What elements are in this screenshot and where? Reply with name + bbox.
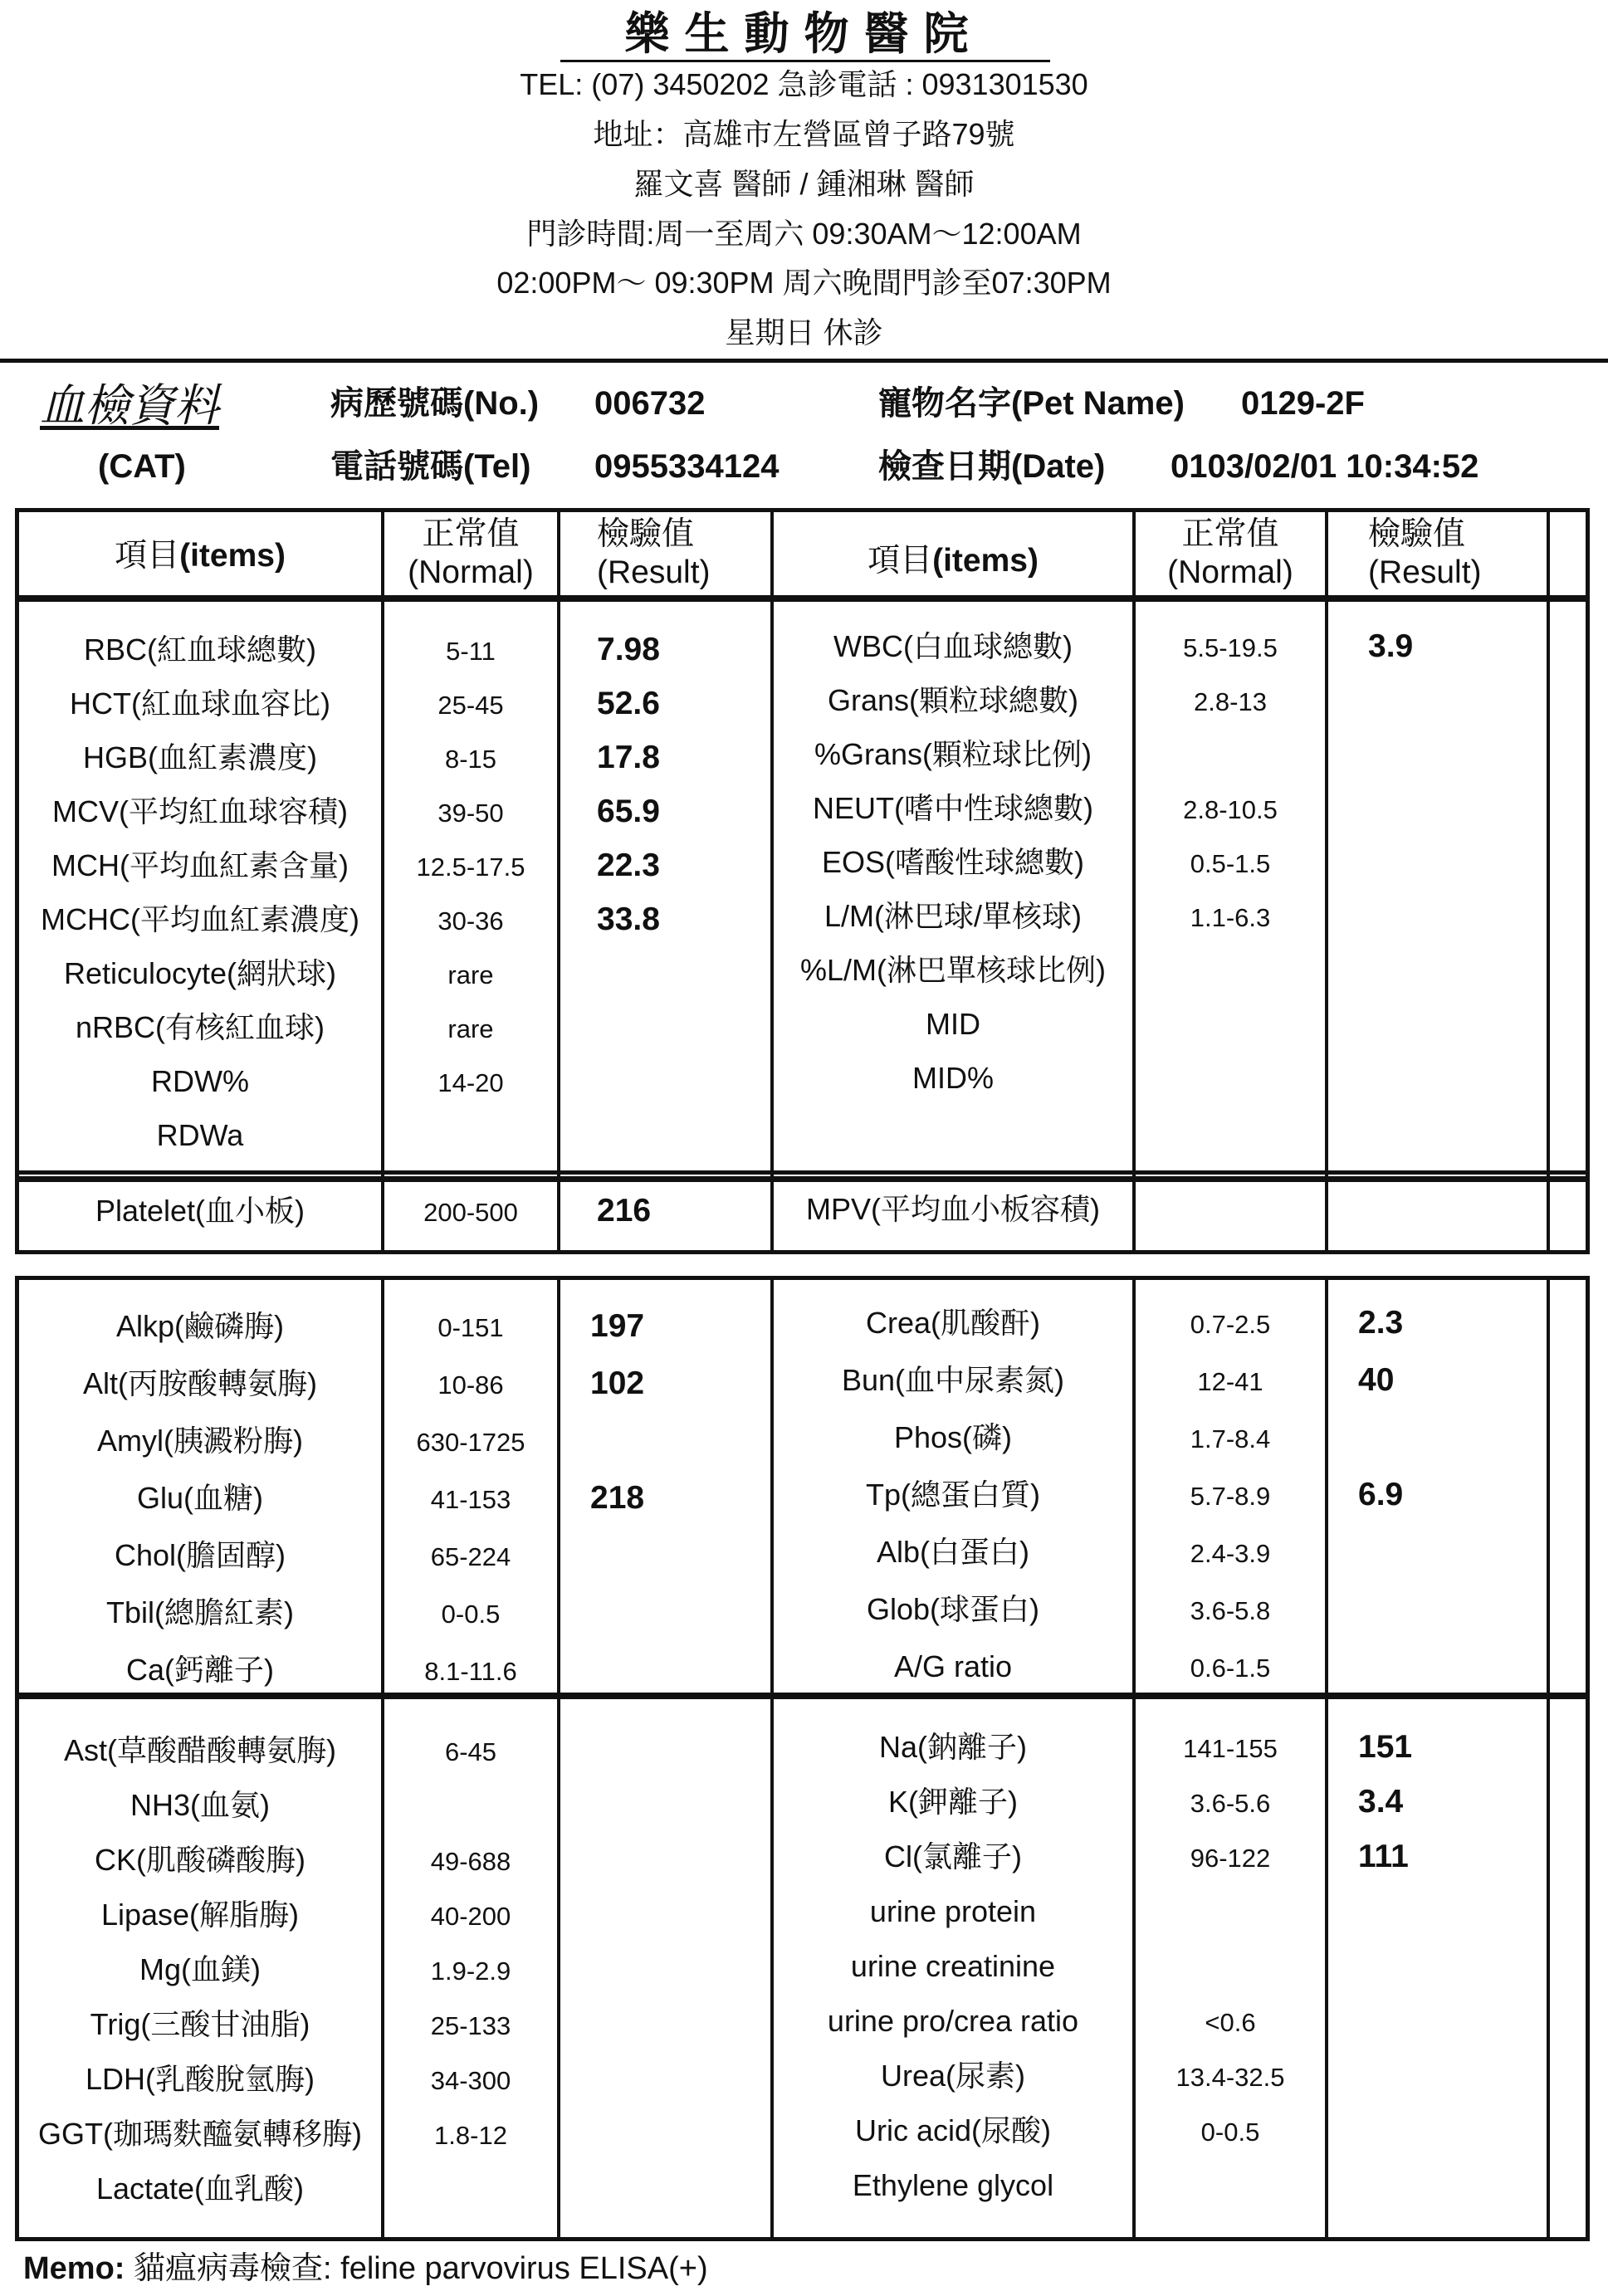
tel-value: 0955334124: [594, 448, 780, 485]
normal-range: 40-200: [430, 1902, 511, 1931]
normal-range: 200-500: [423, 1198, 518, 1227]
clinic-address: 地址：高雄市左營區曾子路79號: [593, 117, 1015, 151]
normal-range: 1.8-12: [434, 2121, 507, 2150]
item-name: MID: [926, 1007, 980, 1041]
normal-range: 3.6-5.6: [1190, 1789, 1271, 1818]
normal-range: 3.6-5.8: [1190, 1596, 1271, 1625]
item-name: Lipase(解脂脢): [100, 1898, 300, 1932]
result-value: 2.3: [1358, 1305, 1404, 1341]
header-result-right: 檢驗值 (Result): [1368, 516, 1482, 591]
item-name: LDH(乳酸脫氫脢): [86, 2062, 315, 2096]
item-name: MCHC(平均血紅素濃度): [41, 902, 359, 936]
item-name: Phos(磷): [893, 1420, 1013, 1454]
item-name: Reticulocyte(網狀球): [63, 956, 337, 990]
normal-range: 10-86: [437, 1370, 504, 1400]
header-items-right: 項目(items): [868, 543, 1039, 579]
item-name: Alkp(鹼磷脢): [115, 1309, 284, 1343]
item-name: urine pro/crea ratio: [827, 2004, 1079, 2038]
item-name: Ca(鈣離子): [126, 1653, 274, 1687]
normal-range: 0-151: [437, 1313, 504, 1342]
item-name: GGT(珈瑪麩醯氨轉移脢): [38, 2117, 362, 2151]
section-title: 血檢資料: [40, 381, 219, 431]
item-name: Ethylene glycol: [852, 2168, 1054, 2202]
normal-range: 2.8-10.5: [1183, 795, 1278, 824]
result-value: 216: [597, 1193, 652, 1229]
item-name: MCH(平均血紅素含量): [51, 848, 349, 882]
memo: [23, 2253, 708, 2284]
item-name: L/M(淋巴球/單核球): [824, 899, 1082, 933]
item-name: Urea(尿素): [880, 2059, 1025, 2093]
normal-range: 0.6-1.5: [1190, 1654, 1271, 1683]
normal-range: 65-224: [430, 1542, 511, 1571]
normal-range: 13.4-32.5: [1175, 2063, 1285, 2092]
item-name: Trig(三酸甘油脂): [90, 2007, 310, 2041]
normal-range: 12-41: [1197, 1367, 1263, 1396]
cbc-table: [15, 598, 1590, 1175]
platelet-table: [15, 1175, 1590, 1254]
item-name: RDW%: [151, 1064, 249, 1098]
normal-range: 12.5-17.5: [416, 852, 525, 882]
normal-range: 0-0.5: [441, 1600, 501, 1629]
item-name: Alt(丙胺酸轉氨脢): [83, 1366, 317, 1400]
item-name: Ast(草酸醋酸轉氨脢): [64, 1733, 336, 1767]
item-name: NEUT(嗜中性球總數): [813, 791, 1093, 825]
result-value: 151: [1358, 1729, 1413, 1765]
normal-range: 141-155: [1183, 1734, 1278, 1763]
item-name: Lactate(血乳酸): [95, 2171, 305, 2206]
header-items-left: 項目(items): [115, 538, 286, 574]
pet-name-label: 寵物名字(Pet Name): [878, 385, 1185, 422]
normal-range: 25-45: [437, 691, 504, 720]
normal-range: 1.1-6.3: [1190, 903, 1271, 932]
item-name: Grans(顆粒球總數): [827, 683, 1078, 717]
clinic-hours-3: 星期日 休診: [725, 315, 883, 349]
normal-range: 0-0.5: [1200, 2118, 1260, 2147]
normal-range: 30-36: [437, 906, 504, 935]
normal-range: 5.7-8.9: [1190, 1482, 1271, 1511]
normal-range: 0.7-2.5: [1190, 1310, 1271, 1339]
normal-range: rare: [447, 960, 494, 989]
normal-range: 6-45: [444, 1737, 497, 1766]
item-name: MCV(平均紅血球容積): [52, 794, 348, 828]
result-value: 197: [590, 1308, 645, 1344]
result-value: 22.3: [597, 848, 660, 883]
clinic-hours-1: 門診時間:周一至周六 09:30AM～12:00AM: [526, 217, 1082, 251]
item-name: %L/M(淋巴單核球比例): [800, 953, 1106, 987]
header-normal-left: 正常值 (Normal): [408, 516, 534, 591]
chemistry-table-2: [15, 1695, 1590, 2241]
result-value: 111: [1358, 1839, 1409, 1874]
header-divider: [0, 359, 1608, 363]
result-value: 3.4: [1358, 1784, 1404, 1820]
item-name: urine creatinine: [850, 1949, 1056, 1983]
item-name: CK(肌酸磷酸脢): [95, 1843, 305, 1877]
normal-range: 8-15: [444, 745, 497, 774]
normal-range: 1.7-8.4: [1190, 1424, 1271, 1453]
result-value: 52.6: [597, 686, 660, 721]
normal-range: <0.6: [1205, 2008, 1256, 2037]
exam-date-value: 0103/02/01 10:34:52: [1171, 448, 1479, 485]
item-name: Platelet(血小板): [95, 1194, 305, 1228]
item-name: RBC(紅血球總數): [84, 633, 316, 667]
item-name: Glob(球蛋白): [866, 1592, 1040, 1626]
normal-range: 25-133: [430, 2011, 511, 2040]
item-name: Amyl(胰澱粉脢): [97, 1424, 303, 1458]
clinic-doctors: 羅文喜 醫師 / 鍾湘琳 醫師: [633, 167, 975, 201]
item-name: Tp(總蛋白質): [866, 1478, 1040, 1512]
item-name: RDWa: [156, 1118, 244, 1152]
normal-range: 14-20: [437, 1068, 504, 1097]
normal-range: 2.8-13: [1194, 687, 1267, 716]
item-name: Glu(血糖): [137, 1481, 263, 1515]
result-value: 65.9: [597, 794, 660, 829]
result-value: 7.98: [597, 632, 660, 667]
result-value: 6.9: [1358, 1477, 1404, 1512]
results-table-header: [15, 508, 1590, 599]
normal-range: 41-153: [430, 1485, 511, 1514]
item-name: Uric acid(尿酸): [854, 2113, 1051, 2147]
result-value: 218: [590, 1480, 645, 1516]
title-underline: [560, 60, 1050, 62]
item-name: Na(鈉離子): [879, 1730, 1027, 1764]
normal-range: 5.5-19.5: [1183, 633, 1278, 662]
normal-range: 5-11: [446, 637, 496, 666]
item-name: WBC(白血球總數): [833, 629, 1073, 663]
normal-range: rare: [447, 1014, 494, 1043]
memo-label: Memo:: [23, 2251, 125, 2286]
normal-range: 1.9-2.9: [430, 1956, 511, 1986]
normal-range: 34-300: [430, 2066, 511, 2095]
header-normal-right: 正常值 (Normal): [1167, 516, 1293, 591]
item-name: Mg(血鎂): [139, 1952, 261, 1986]
clinic-hours-2: 02:00PM～ 09:30PM 周六晚間門診至07:30PM: [496, 266, 1112, 300]
normal-range: 630-1725: [416, 1428, 525, 1457]
item-name: K(鉀離子): [888, 1785, 1018, 1819]
item-name: A/G ratio: [893, 1649, 1013, 1683]
item-name: MID%: [912, 1061, 994, 1095]
item-name: Tbil(總膽紅素): [106, 1595, 294, 1629]
normal-range: 0.5-1.5: [1190, 849, 1271, 878]
normal-range: 39-50: [437, 799, 504, 828]
normal-range: 49-688: [430, 1847, 511, 1876]
item-name: NH3(血氨): [130, 1788, 270, 1822]
item-name: MPV(平均血小板容積): [806, 1192, 1100, 1226]
result-value: 40: [1358, 1362, 1395, 1398]
item-name: Bun(血中尿素氮): [841, 1363, 1065, 1397]
item-name: urine protein: [869, 1894, 1037, 1928]
normal-range: 2.4-3.9: [1190, 1539, 1271, 1568]
item-name: HCT(紅血球血容比): [70, 686, 330, 721]
result-value: 102: [590, 1365, 645, 1401]
item-name: HGB(血紅素濃度): [83, 740, 317, 774]
record-no-label: 病歷號碼(No.): [330, 385, 540, 422]
clinic-phone: TEL: (07) 3450202 急診電話 : 0931301530: [520, 67, 1088, 101]
memo-text: 貓瘟病毒檢查: feline parvovirus ELISA(+): [134, 2251, 708, 2286]
exam-date-label: 檢查日期(Date): [878, 448, 1106, 485]
item-name: Chol(膽固醇): [114, 1538, 286, 1572]
tel-label: 電話號碼(Tel): [330, 448, 531, 485]
item-name: EOS(嗜酸性球總數): [821, 845, 1084, 879]
result-value: 17.8: [597, 740, 660, 775]
item-name: Crea(肌酸酐): [865, 1306, 1040, 1340]
item-name: %Grans(顆粒球比例): [814, 737, 1092, 771]
normal-range: 8.1-11.6: [424, 1657, 517, 1686]
item-name: Alb(白蛋白): [876, 1535, 1029, 1569]
result-value: 33.8: [597, 901, 660, 937]
clinic-name: 樂生動物醫院: [624, 9, 984, 59]
record-no-value: 006732: [594, 385, 706, 422]
header-result-left: 檢驗值 (Result): [597, 516, 711, 591]
item-name: Cl(氯離子): [884, 1839, 1022, 1873]
item-name: nRBC(有核紅血球): [75, 1010, 325, 1044]
result-value: 3.9: [1368, 628, 1414, 664]
normal-range: 96-122: [1190, 1844, 1271, 1873]
chemistry-table-1: [15, 1276, 1590, 1697]
species-label: (CAT): [98, 448, 186, 485]
pet-name-value: 0129-2F: [1241, 385, 1365, 422]
